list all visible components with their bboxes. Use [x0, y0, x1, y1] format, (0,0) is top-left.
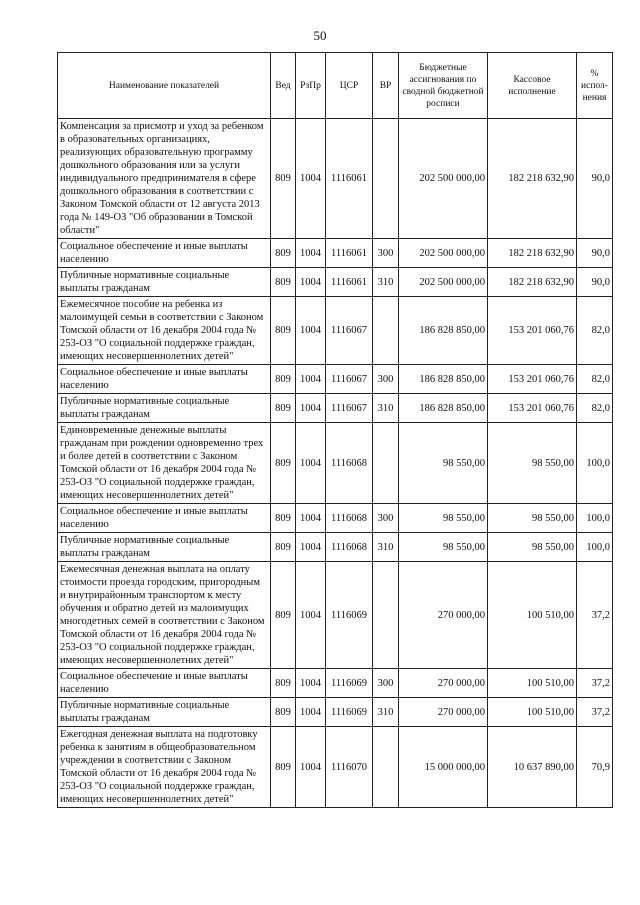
- cell-vr: 310: [373, 394, 399, 423]
- cell-cash: 153 201 060,76: [488, 365, 577, 394]
- cell-name: Публичные нормативные социальные выплаты гражданам: [58, 698, 271, 727]
- header-rzpr: РзПр: [296, 53, 326, 119]
- cell-budget: 98 550,00: [399, 533, 488, 562]
- header-pct: % испол-нения: [577, 53, 613, 119]
- cell-name: Публичные нормативные социальные выплаты гражданам: [58, 268, 271, 297]
- cell-name: Публичные нормативные социальные выплаты гражданам: [58, 394, 271, 423]
- cell-ved: 809: [271, 239, 296, 268]
- cell-budget: 15 000 000,00: [399, 727, 488, 808]
- cell-name: Ежемесячное пособие на ребенка из малоимущей семьи в соответствии с Законом Томской области от 16 декабря 2004 года № 253-ОЗ "О социальной поддержке граждан, имеющих несовершеннолетних детей": [58, 297, 271, 365]
- cell-name: Ежегодная денежная выплата на подготовку ребенка к занятиям в общеобразовательном учреждении в соответствии с Законом Томской области от 16 декабря 2004 года № 253-ОЗ "О социальной поддержке граждан, имеющих несовершеннолетних детей": [58, 727, 271, 808]
- cell-vr: [373, 562, 399, 669]
- table-row: [58, 698, 613, 727]
- cell-ved: 809: [271, 562, 296, 669]
- cell-rzpr: 1004: [296, 698, 326, 727]
- cell-vr: 310: [373, 698, 399, 727]
- table-row: [58, 297, 613, 365]
- cell-cash: 182 218 632,90: [488, 239, 577, 268]
- cell-cash: 98 550,00: [488, 504, 577, 533]
- cell-budget: 98 550,00: [399, 423, 488, 504]
- cell-csr: 1116069: [326, 698, 373, 727]
- cell-pct: 37,2: [577, 669, 613, 698]
- table-row: [58, 504, 613, 533]
- cell-budget: 186 828 850,00: [399, 297, 488, 365]
- cell-pct: 100,0: [577, 423, 613, 504]
- cell-ved: 809: [271, 669, 296, 698]
- table-row: [58, 268, 613, 297]
- cell-rzpr: 1004: [296, 423, 326, 504]
- cell-cash: 10 637 890,00: [488, 727, 577, 808]
- cell-vr: 310: [373, 533, 399, 562]
- cell-rzpr: 1004: [296, 239, 326, 268]
- table-row: [58, 533, 613, 562]
- cell-rzpr: 1004: [296, 119, 326, 239]
- cell-pct: 90,0: [577, 268, 613, 297]
- cell-pct: 100,0: [577, 533, 613, 562]
- cell-rzpr: 1004: [296, 727, 326, 808]
- cell-pct: 37,2: [577, 698, 613, 727]
- table-row: [58, 394, 613, 423]
- cell-csr: 1116061: [326, 239, 373, 268]
- cell-vr: [373, 297, 399, 365]
- header-vr: ВР: [373, 53, 399, 119]
- cell-csr: 1116070: [326, 727, 373, 808]
- cell-csr: 1116067: [326, 394, 373, 423]
- cell-cash: 182 218 632,90: [488, 119, 577, 239]
- cell-name: Единовременные денежные выплаты гражданам при рождении одновременно трех и более детей в соответствии с Законом Томской области от 16 декабря 2004 года № 253-ОЗ "О социальной поддержке граждан, имеющих несовершеннолетних детей": [58, 423, 271, 504]
- header-csr: ЦСР: [326, 53, 373, 119]
- cell-name: Компенсация за присмотр и уход за ребенком в образовательных организациях, реализующих образовательную программу дошкольного образования или за услуги индивидуального предпринимателя в сфере дошкольного образования в соответствии с Законом Томской области от 12 августа 2013 года № 149-ОЗ "Об образовании в Томской области": [58, 119, 271, 239]
- cell-vr: 300: [373, 365, 399, 394]
- table-row: [58, 562, 613, 669]
- cell-rzpr: 1004: [296, 504, 326, 533]
- cell-ved: 809: [271, 698, 296, 727]
- cell-csr: 1116069: [326, 669, 373, 698]
- header-ved: Вед: [271, 53, 296, 119]
- cell-name: Социальное обеспечение и иные выплаты населению: [58, 365, 271, 394]
- cell-name: Публичные нормативные социальные выплаты гражданам: [58, 533, 271, 562]
- table-row: [58, 239, 613, 268]
- cell-rzpr: 1004: [296, 669, 326, 698]
- cell-budget: 186 828 850,00: [399, 394, 488, 423]
- table-header-row: [58, 53, 613, 119]
- cell-rzpr: 1004: [296, 533, 326, 562]
- cell-pct: 90,0: [577, 239, 613, 268]
- cell-csr: 1116068: [326, 504, 373, 533]
- cell-vr: [373, 727, 399, 808]
- cell-rzpr: 1004: [296, 268, 326, 297]
- cell-ved: 809: [271, 533, 296, 562]
- cell-csr: 1116061: [326, 119, 373, 239]
- cell-ved: 809: [271, 423, 296, 504]
- cell-budget: 202 500 000,00: [399, 268, 488, 297]
- cell-cash: 153 201 060,76: [488, 394, 577, 423]
- cell-cash: 182 218 632,90: [488, 268, 577, 297]
- cell-name: Социальное обеспечение и иные выплаты населению: [58, 239, 271, 268]
- budget-execution-table: [57, 52, 613, 808]
- cell-budget: 270 000,00: [399, 698, 488, 727]
- cell-vr: [373, 423, 399, 504]
- cell-vr: 300: [373, 239, 399, 268]
- cell-vr: 300: [373, 669, 399, 698]
- table-row: [58, 727, 613, 808]
- cell-cash: 100 510,00: [488, 669, 577, 698]
- cell-pct: 37,2: [577, 562, 613, 669]
- cell-pct: 100,0: [577, 504, 613, 533]
- cell-pct: 90,0: [577, 119, 613, 239]
- cell-ved: 809: [271, 504, 296, 533]
- cell-pct: 82,0: [577, 394, 613, 423]
- cell-budget: 98 550,00: [399, 504, 488, 533]
- cell-cash: 100 510,00: [488, 698, 577, 727]
- cell-ved: 809: [271, 727, 296, 808]
- cell-name: Ежемесячная денежная выплата на оплату стоимости проезда городским, пригородным и внутрирайонным транспортом к месту обучения и обратно детей из малоимущих многодетных семей в соответствии с Законом Томской области от 16 декабря 2004 года № 253-ОЗ "О социальной поддержке граждан, имеющих несовершеннолетних детей": [58, 562, 271, 669]
- cell-vr: 300: [373, 504, 399, 533]
- cell-ved: 809: [271, 297, 296, 365]
- table-row: [58, 423, 613, 504]
- cell-pct: 70,9: [577, 727, 613, 808]
- table-row: [58, 669, 613, 698]
- cell-rzpr: 1004: [296, 562, 326, 669]
- table-row: [58, 365, 613, 394]
- cell-pct: 82,0: [577, 365, 613, 394]
- cell-cash: 100 510,00: [488, 562, 577, 669]
- cell-vr: 310: [373, 268, 399, 297]
- cell-rzpr: 1004: [296, 365, 326, 394]
- cell-csr: 1116068: [326, 533, 373, 562]
- cell-vr: [373, 119, 399, 239]
- cell-csr: 1116069: [326, 562, 373, 669]
- cell-name: Социальное обеспечение и иные выплаты населению: [58, 669, 271, 698]
- header-name: Наименование показателей: [58, 53, 271, 119]
- cell-csr: 1116067: [326, 365, 373, 394]
- cell-ved: 809: [271, 394, 296, 423]
- page-number: 50: [313, 28, 327, 43]
- table-row: [58, 119, 613, 239]
- header-budget: Бюджетные ассигнования по сводной бюджетной росписи: [399, 53, 488, 119]
- cell-budget: 202 500 000,00: [399, 239, 488, 268]
- cell-cash: 153 201 060,76: [488, 297, 577, 365]
- cell-csr: 1116068: [326, 423, 373, 504]
- cell-budget: 270 000,00: [399, 562, 488, 669]
- cell-name: Социальное обеспечение и иные выплаты населению: [58, 504, 271, 533]
- cell-csr: 1116061: [326, 268, 373, 297]
- cell-rzpr: 1004: [296, 394, 326, 423]
- cell-ved: 809: [271, 268, 296, 297]
- cell-pct: 82,0: [577, 297, 613, 365]
- cell-cash: 98 550,00: [488, 423, 577, 504]
- cell-budget: 202 500 000,00: [399, 119, 488, 239]
- cell-rzpr: 1004: [296, 297, 326, 365]
- cell-budget: 186 828 850,00: [399, 365, 488, 394]
- cell-cash: 98 550,00: [488, 533, 577, 562]
- cell-budget: 270 000,00: [399, 669, 488, 698]
- cell-ved: 809: [271, 119, 296, 239]
- cell-csr: 1116067: [326, 297, 373, 365]
- cell-ved: 809: [271, 365, 296, 394]
- table-body: [58, 119, 613, 808]
- header-cash: Кассовое исполнение: [488, 53, 577, 119]
